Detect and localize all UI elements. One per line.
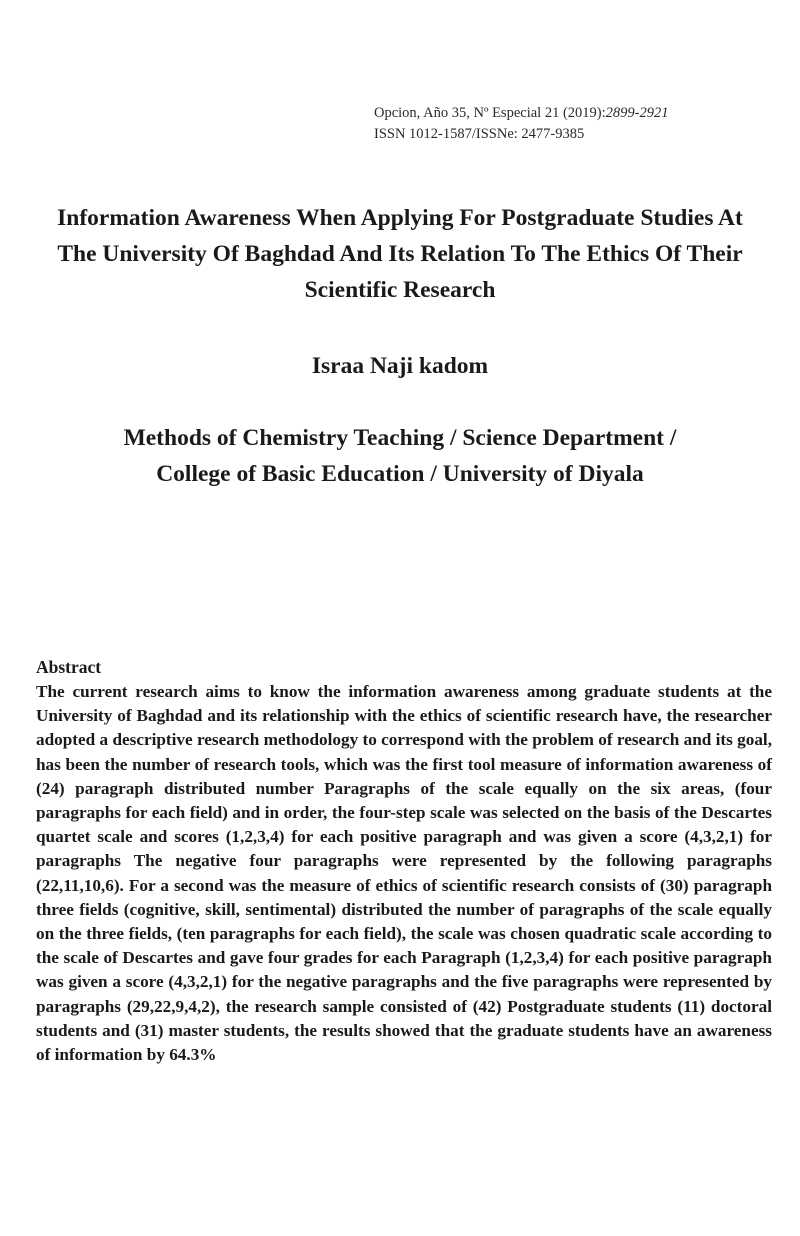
affiliation-line-1: Methods of Chemistry Teaching / Science Department /: [123, 425, 677, 451]
abstract-text: The current research aims to know the information awareness among graduate students at the University of Baghdad and its relationship with the ethics of scientific research have, the researcher adopted a descriptive research methodology to correspond with the problem of research and its goal, has been the number of research tools, which was the first tool measure of information awareness of (24) paragraph distributed number Paragraphs of the scale equally on the six areas, (four paragraphs for each field) and in order, the four-step scale was selected on the basis of the Descartes quartet scale and scores (1,2,3,4) for each positive paragraph and was given a score (4,3,2,1) for paragraphs The negative four paragraphs were represented by the following paragraphs (22,11,10,6). For a second was the measure of ethics of scientific research consists of (30) paragraph three fields (cognitive, skill, sentimental) distributed the number of paragraphs of the scale equally on the three fields, (ten paragraphs for each field), the scale was chosen quadratic scale according to the scale of Descartes and gave four grades for each Paragraph (1,2,3,4) for each positive paragraph was given a score (4,3,2,1) for the negative paragraphs and the five paragraphs were represented by paragraphs (29,22,9,4,2), the research sample consisted of (42) Postgraduate students (11) doctoral students and (31) master students, the results showed that the graduate students have an awareness of information by 64.3%: [36, 682, 772, 1065]
author-affiliation: [40, 420, 760, 492]
journal-citation-line: [374, 103, 668, 124]
affiliation-line-2: College of Basic Education / University of Diyala: [156, 461, 644, 487]
journal-citation: Opcion, Año 35, Nº Especial 21 (2019):: [374, 105, 606, 121]
abstract-heading: Abstract: [36, 657, 102, 677]
journal-header: [374, 103, 668, 145]
paper-author: Israa Naji kadom: [311, 353, 489, 379]
journal-issn: ISSN 1012-1587/ISSNe: 2477-9385: [374, 126, 585, 142]
page-range: 2899-2921: [605, 105, 669, 121]
paper-title: Information Awareness When Applying For Postgraduate Studies At The University Of Baghdad And Its Relation To The Ethics Of Their Scientific Research: [57, 205, 743, 303]
